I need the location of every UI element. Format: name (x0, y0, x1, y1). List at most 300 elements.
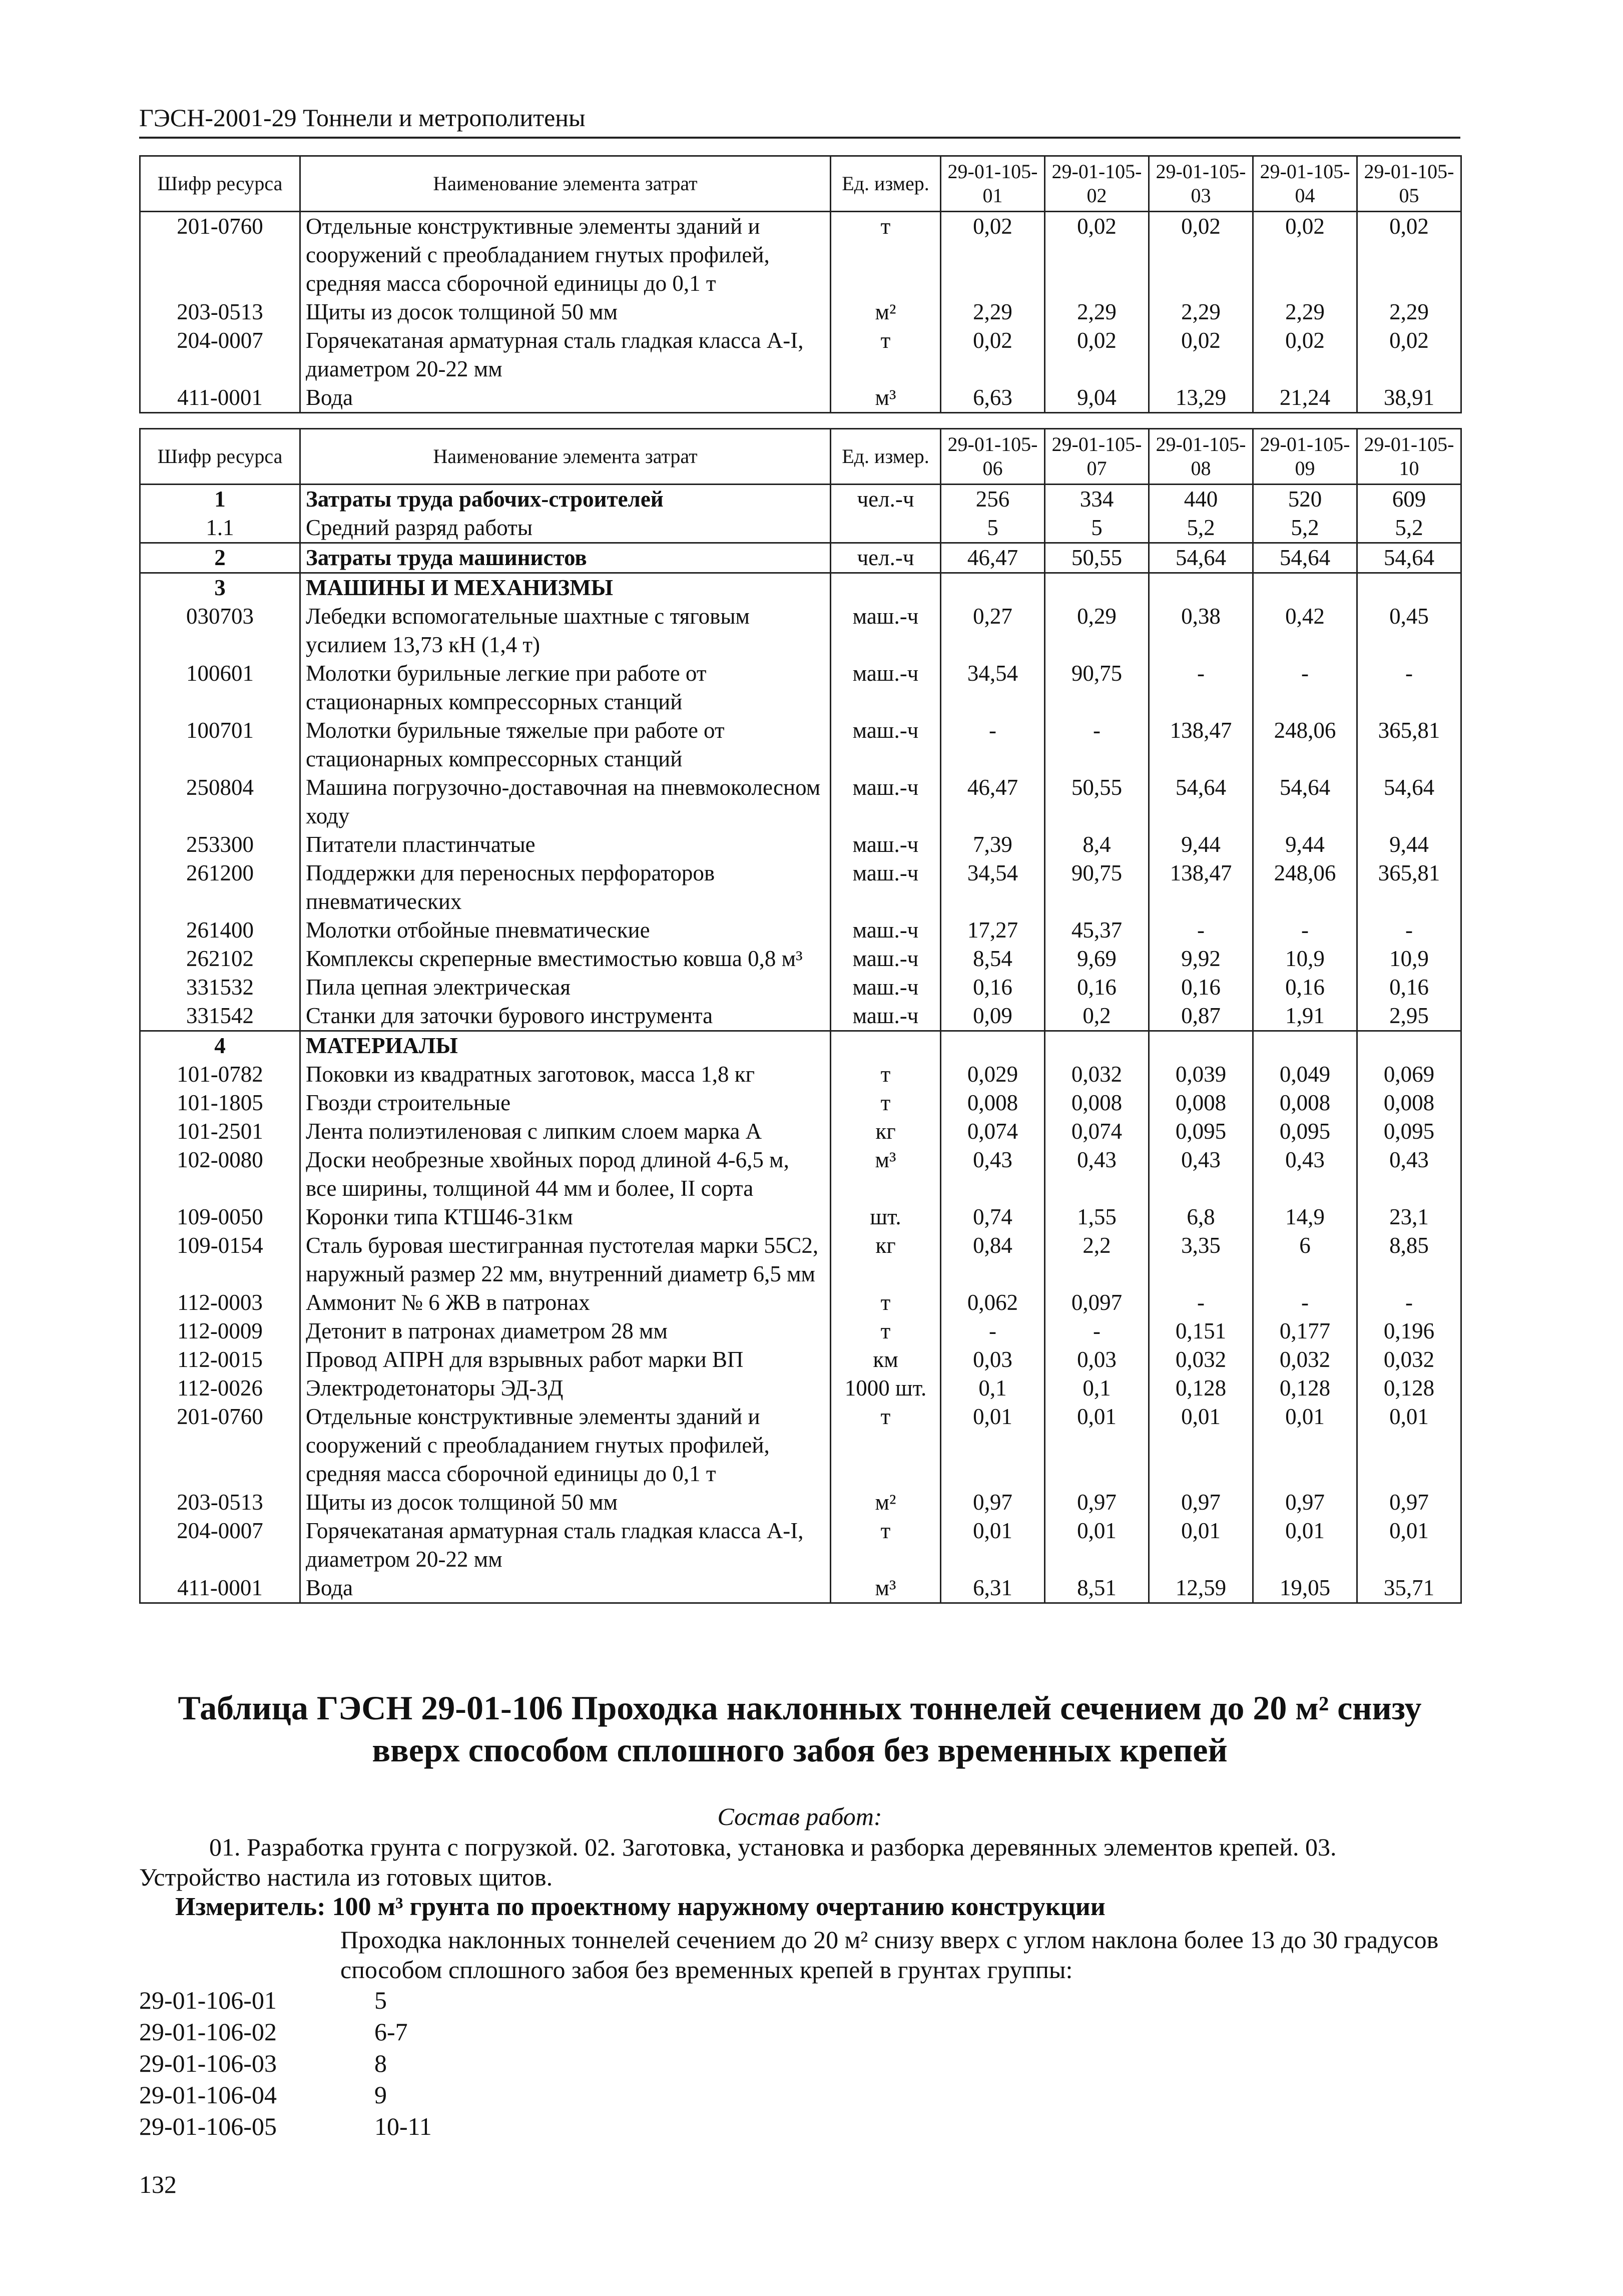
resource-value: 19,05 (1253, 1574, 1357, 1603)
resource-name: Комплексы скреперные вместимостью ковша 0,8 м³ (300, 945, 831, 973)
resource-value: 2,95 (1357, 1002, 1461, 1031)
variant-code: 29-01-106-02 (139, 2018, 277, 2046)
resource-value: 0,43 (1045, 1146, 1149, 1203)
resource-unit: т (831, 1403, 941, 1488)
resource-value: 46,47 (941, 773, 1045, 830)
resource-value: 0,42 (1253, 602, 1357, 659)
resource-name: Вода (300, 383, 831, 413)
variant-group: 8 (374, 2049, 387, 2077)
table-row (140, 1345, 1461, 1374)
resource-value: 0,84 (941, 1231, 1045, 1288)
resource-value: 0,069 (1357, 1060, 1461, 1089)
resource-unit: т (831, 1517, 941, 1574)
resource-value: 38,91 (1357, 383, 1461, 413)
resource-code: 204-0007 (140, 1517, 300, 1574)
resource-name: Пила цепная электрическая (300, 973, 831, 1002)
resource-value: 54,64 (1357, 773, 1461, 830)
column-header-name: Наименование элемента затрат (300, 429, 831, 485)
resource-value: 0,01 (1045, 1403, 1149, 1488)
resource-name: Щиты из досок толщиной 50 мм (300, 298, 831, 326)
resource-value: 8,51 (1045, 1574, 1149, 1603)
resource-name: Машина погрузочно-доставочная на пневмоколесном ходу (300, 773, 831, 830)
resource-value: 0,97 (1045, 1488, 1149, 1517)
resource-value: 5 (941, 514, 1045, 543)
column-header-norm: 29-01-105-09 (1253, 429, 1357, 485)
resource-value: 0,02 (1253, 326, 1357, 383)
resource-unit: м³ (831, 1574, 941, 1603)
resource-value: 0,16 (1253, 973, 1357, 1002)
resource-code: 253300 (140, 830, 300, 859)
resource-value: 0,43 (941, 1146, 1045, 1203)
resource-name: Отдельные конструктивные элементы зданий и сооружений с преобладанием гнутых профилей, средняя масса сборочной единицы до 0,1 т (300, 1403, 831, 1488)
resource-unit: т (831, 1317, 941, 1345)
resource-code: 102-0080 (140, 1146, 300, 1203)
resource-value: 50,55 (1045, 543, 1149, 573)
resource-value: 0,008 (1045, 1089, 1149, 1117)
section-title: Таблица ГЭСН 29-01-106 Проходка наклонных тоннелей сечением до 20 м² снизу вверх способом сплошного забоя без временных крепей (178, 1689, 1422, 1769)
resource-unit: маш.-ч (831, 973, 941, 1002)
resource-value: 248,06 (1253, 716, 1357, 773)
resource-value: 0,01 (1357, 1403, 1461, 1488)
resource-code: 112-0026 (140, 1374, 300, 1403)
resource-value: 1,55 (1045, 1203, 1149, 1231)
resource-value: - (1357, 916, 1461, 945)
resource-value (941, 573, 1045, 603)
resource-value: 138,47 (1149, 716, 1253, 773)
page-number: 132 (139, 2170, 177, 2198)
table-row (140, 212, 1461, 298)
resource-value: 12,59 (1149, 1574, 1253, 1603)
resource-value: 520 (1253, 485, 1357, 514)
column-header-norm: 29-01-105-06 (941, 429, 1045, 485)
resource-value: - (1045, 1317, 1149, 1345)
resource-value: 0,02 (1045, 326, 1149, 383)
resource-table-1 (139, 155, 1462, 413)
resource-code: 3 (140, 573, 300, 603)
resource-value: 0,177 (1253, 1317, 1357, 1345)
resource-unit: чел.-ч (831, 543, 941, 573)
resource-value: 0,1 (1045, 1374, 1149, 1403)
resource-value: 0,01 (1149, 1517, 1253, 1574)
resource-value: 6,8 (1149, 1203, 1253, 1231)
resource-value: 6 (1253, 1231, 1357, 1288)
resource-code: 100701 (140, 716, 300, 773)
variant-row (139, 2016, 432, 2048)
resource-name: Поддержки для переносных перфораторов пневматических (300, 859, 831, 916)
resource-value (1253, 573, 1357, 603)
table-header-row (140, 156, 1461, 212)
resource-unit (831, 573, 941, 603)
resource-unit: т (831, 326, 941, 383)
meter-description: Проходка наклонных тоннелей сечением до 20 м² снизу вверх с углом наклона более 13 до 30 градусов способом сплошного забоя без временных крепей в грунтах группы: (340, 1926, 1439, 1984)
resource-name: Электродетонаторы ЭД-3Д (300, 1374, 831, 1403)
resource-value: 365,81 (1357, 859, 1461, 916)
resource-value: 0,02 (1357, 212, 1461, 298)
variant-code: 29-01-106-01 (139, 1986, 277, 2014)
resource-value: 0,032 (1149, 1345, 1253, 1374)
table-row (140, 573, 1461, 603)
resource-code: 101-1805 (140, 1089, 300, 1117)
resource-unit: кг (831, 1231, 941, 1288)
resource-value: 0,02 (1149, 326, 1253, 383)
resource-value: 0,095 (1357, 1117, 1461, 1146)
resource-value: 5,2 (1253, 514, 1357, 543)
resource-name: Горячекатаная арматурная сталь гладкая класса А-I, диаметром 20-22 мм (300, 326, 831, 383)
resource-value: 256 (941, 485, 1045, 514)
resource-value: 6,63 (941, 383, 1045, 413)
resource-value: 9,44 (1253, 830, 1357, 859)
table-row (140, 543, 1461, 573)
resource-value: 0,27 (941, 602, 1045, 659)
resource-value: 0,74 (941, 1203, 1045, 1231)
resource-value: - (941, 1317, 1045, 1345)
table-row (140, 716, 1461, 773)
resource-value: 0,43 (1149, 1146, 1253, 1203)
column-header-unit: Ед. измер. (831, 156, 941, 212)
resource-name: МАТЕРИАЛЫ (300, 1031, 831, 1061)
resource-name: Молотки бурильные тяжелые при работе от стационарных компрессорных станций (300, 716, 831, 773)
resource-name: Затраты труда машинистов (300, 543, 831, 573)
resource-value: 54,64 (1149, 773, 1253, 830)
resource-unit: маш.-ч (831, 716, 941, 773)
resource-value: 10,9 (1253, 945, 1357, 973)
resource-value: 34,54 (941, 859, 1045, 916)
resource-value: 46,47 (941, 543, 1045, 573)
table-row (140, 659, 1461, 716)
resource-code: 030703 (140, 602, 300, 659)
variant-code: 29-01-106-05 (139, 2112, 277, 2140)
resource-value: 54,64 (1149, 543, 1253, 573)
resource-value (1045, 573, 1149, 603)
resource-name: Питатели пластинчатые (300, 830, 831, 859)
variant-row (139, 2079, 432, 2111)
resource-value: 2,29 (1045, 298, 1149, 326)
resource-value: - (941, 716, 1045, 773)
resource-name: Лента полиэтиленовая с липким слоем марка А (300, 1117, 831, 1146)
resource-unit: маш.-ч (831, 602, 941, 659)
column-header-norm: 29-01-105-08 (1149, 429, 1253, 485)
resource-name: Поковки из квадратных заготовок, масса 1,8 кг (300, 1060, 831, 1089)
resource-value (941, 1031, 1045, 1061)
resource-unit: м³ (831, 1146, 941, 1203)
resource-unit: т (831, 1288, 941, 1317)
resource-value: 0,02 (1253, 212, 1357, 298)
resource-code: 1 (140, 485, 300, 514)
resource-value: 0,01 (941, 1517, 1045, 1574)
variant-group: 5 (374, 1986, 387, 2014)
column-header-code: Шифр ресурса (140, 156, 300, 212)
resource-code: 1.1 (140, 514, 300, 543)
resource-code: 101-2501 (140, 1117, 300, 1146)
resource-value (1149, 1031, 1253, 1061)
resource-value: 8,54 (941, 945, 1045, 973)
resource-name: Лебедки вспомогательные шахтные с тяговым усилием 13,73 кН (1,4 т) (300, 602, 831, 659)
table-row (140, 859, 1461, 916)
resource-unit: маш.-ч (831, 916, 941, 945)
resource-name: Гвозди строительные (300, 1089, 831, 1117)
resource-value: 0,032 (1253, 1345, 1357, 1374)
resource-unit: т (831, 212, 941, 298)
resource-value: 14,9 (1253, 1203, 1357, 1231)
table-row (140, 1488, 1461, 1517)
table-row (140, 1317, 1461, 1345)
resource-value: 5 (1045, 514, 1149, 543)
resource-value: 0,03 (941, 1345, 1045, 1374)
resource-name: Молотки бурильные легкие при работе от стационарных компрессорных станций (300, 659, 831, 716)
resource-value: 0,97 (1357, 1488, 1461, 1517)
column-header-norm: 29-01-105-07 (1045, 429, 1149, 485)
resource-value: 440 (1149, 485, 1253, 514)
variant-group: 6-7 (374, 2018, 408, 2046)
resource-value: 2,29 (941, 298, 1045, 326)
resource-value: 0,29 (1045, 602, 1149, 659)
table-row (140, 1231, 1461, 1288)
variant-code: 29-01-106-03 (139, 2049, 277, 2077)
table-row (140, 298, 1461, 326)
resource-name: Молотки отбойные пневматические (300, 916, 831, 945)
resource-value: - (1357, 659, 1461, 716)
resource-value: 9,44 (1357, 830, 1461, 859)
resource-value: 0,049 (1253, 1060, 1357, 1089)
resource-unit: м³ (831, 383, 941, 413)
column-header-unit: Ед. измер. (831, 429, 941, 485)
resource-value: - (1149, 916, 1253, 945)
resource-unit: маш.-ч (831, 1002, 941, 1031)
resource-unit: км (831, 1345, 941, 1374)
resource-value: 90,75 (1045, 659, 1149, 716)
resource-value: 9,69 (1045, 945, 1149, 973)
variant-row (139, 1985, 432, 2016)
column-header-norm: 29-01-105-04 (1253, 156, 1357, 212)
resource-unit: м² (831, 298, 941, 326)
resource-unit: т (831, 1089, 941, 1117)
resource-code: 331532 (140, 973, 300, 1002)
resource-value: 0,2 (1045, 1002, 1149, 1031)
resource-value: 0,97 (941, 1488, 1045, 1517)
resource-name: Аммонит № 6 ЖВ в патронах (300, 1288, 831, 1317)
table-row (140, 916, 1461, 945)
resource-value: 0,02 (941, 326, 1045, 383)
resource-value: - (1253, 1288, 1357, 1317)
table-row (140, 1002, 1461, 1031)
resource-code: 112-0015 (140, 1345, 300, 1374)
resource-unit: маш.-ч (831, 945, 941, 973)
resource-code: 250804 (140, 773, 300, 830)
resource-value: 0,074 (941, 1117, 1045, 1146)
resource-unit: маш.-ч (831, 830, 941, 859)
resource-unit: маш.-ч (831, 859, 941, 916)
resource-unit: т (831, 1060, 941, 1089)
resource-name: Доски необрезные хвойных пород длиной 4-6,5 м, все ширины, толщиной 44 мм и более, II сорта (300, 1146, 831, 1203)
resource-value: 0,008 (1149, 1089, 1253, 1117)
resource-value: 609 (1357, 485, 1461, 514)
resource-code: 203-0513 (140, 298, 300, 326)
resource-code: 112-0009 (140, 1317, 300, 1345)
column-header-norm: 29-01-105-05 (1357, 156, 1461, 212)
resource-name: Горячекатаная арматурная сталь гладкая класса А-I, диаметром 20-22 мм (300, 1517, 831, 1574)
resource-code: 204-0007 (140, 326, 300, 383)
resource-value: 0,02 (1357, 326, 1461, 383)
resource-value: 2,2 (1045, 1231, 1149, 1288)
resource-value: 9,04 (1045, 383, 1149, 413)
resource-value: 0,039 (1149, 1060, 1253, 1089)
resource-value: 13,29 (1149, 383, 1253, 413)
column-header-norm: 29-01-105-02 (1045, 156, 1149, 212)
variant-row (139, 2048, 432, 2079)
resource-value: - (1253, 659, 1357, 716)
resource-value: 2,29 (1149, 298, 1253, 326)
resource-value: 0,062 (941, 1288, 1045, 1317)
resource-value: 0,032 (1045, 1060, 1149, 1089)
resource-value: 54,64 (1253, 543, 1357, 573)
resource-value: 0,01 (1045, 1517, 1149, 1574)
table-row (140, 514, 1461, 543)
resource-code: 201-0760 (140, 1403, 300, 1488)
resource-value: - (1357, 1288, 1461, 1317)
resource-value: 0,16 (1357, 973, 1461, 1002)
resource-code: 411-0001 (140, 1574, 300, 1603)
running-header: ГЭСН-2001-29 Тоннели и метрополитены (139, 103, 1460, 139)
table-row (140, 1517, 1461, 1574)
table-row (140, 1288, 1461, 1317)
resource-value: 0,16 (941, 973, 1045, 1002)
resource-value: 0,097 (1045, 1288, 1149, 1317)
resource-code: 261200 (140, 859, 300, 916)
resource-value: 365,81 (1357, 716, 1461, 773)
table-row (140, 773, 1461, 830)
table-row (140, 326, 1461, 383)
resource-code: 4 (140, 1031, 300, 1061)
resource-value: 0,074 (1045, 1117, 1149, 1146)
resource-value: 0,97 (1253, 1488, 1357, 1517)
resource-value: 21,24 (1253, 383, 1357, 413)
resource-code: 201-0760 (140, 212, 300, 298)
resource-value: 8,85 (1357, 1231, 1461, 1288)
table-row (140, 485, 1461, 514)
resource-value: 334 (1045, 485, 1149, 514)
resource-name: Вода (300, 1574, 831, 1603)
resource-value: 0,01 (1253, 1403, 1357, 1488)
resource-value: 0,095 (1149, 1117, 1253, 1146)
resource-value: 35,71 (1357, 1574, 1461, 1603)
resource-value: 0,008 (1253, 1089, 1357, 1117)
table-row (140, 1089, 1461, 1117)
variant-row (139, 2111, 432, 2142)
resource-value: - (1253, 916, 1357, 945)
resource-unit: чел.-ч (831, 485, 941, 514)
resource-code: 411-0001 (140, 383, 300, 413)
resource-code: 112-0003 (140, 1288, 300, 1317)
resource-value: 0,16 (1045, 973, 1149, 1002)
resource-name: Детонит в патронах диаметром 28 мм (300, 1317, 831, 1345)
table-row (140, 1574, 1461, 1603)
resource-value: 0,128 (1149, 1374, 1253, 1403)
resource-code: 100601 (140, 659, 300, 716)
table-row (140, 945, 1461, 973)
resource-value: 6,31 (941, 1574, 1045, 1603)
resource-name: Станки для заточки бурового инструмента (300, 1002, 831, 1031)
resource-value: 0,008 (1357, 1089, 1461, 1117)
resource-value: 0,09 (941, 1002, 1045, 1031)
table-header-row (140, 429, 1461, 485)
variant-list (139, 1985, 432, 2142)
resource-unit (831, 1031, 941, 1061)
table-row (140, 1060, 1461, 1089)
resource-name: Отдельные конструктивные элементы зданий и сооружений с преобладанием гнутых профилей, средняя масса сборочной единицы до 0,1 т (300, 212, 831, 298)
resource-value: 9,44 (1149, 830, 1253, 859)
resource-name: МАШИНЫ И МЕХАНИЗМЫ (300, 573, 831, 603)
resource-value: 0,16 (1149, 973, 1253, 1002)
table-row (140, 1031, 1461, 1061)
resource-value: 138,47 (1149, 859, 1253, 916)
column-header-norm: 29-01-105-01 (941, 156, 1045, 212)
resource-value: 5,2 (1357, 514, 1461, 543)
resource-value (1045, 1031, 1149, 1061)
resource-value: 2,29 (1357, 298, 1461, 326)
resource-code: 109-0154 (140, 1231, 300, 1288)
table-row (140, 1117, 1461, 1146)
resource-value: 0,02 (941, 212, 1045, 298)
resource-value: 7,39 (941, 830, 1045, 859)
resource-value: 1,91 (1253, 1002, 1357, 1031)
resource-code: 2 (140, 543, 300, 573)
resource-value: 0,02 (1045, 212, 1149, 298)
resource-table-2 (139, 428, 1462, 1604)
resource-value: 54,64 (1253, 773, 1357, 830)
resource-value (1357, 1031, 1461, 1061)
resource-value: 0,43 (1253, 1146, 1357, 1203)
resource-code: 109-0050 (140, 1203, 300, 1231)
resource-value: 0,03 (1045, 1345, 1149, 1374)
table-row (140, 383, 1461, 413)
resource-code: 203-0513 (140, 1488, 300, 1517)
column-header-norm: 29-01-105-10 (1357, 429, 1461, 485)
column-header-code: Шифр ресурса (140, 429, 300, 485)
resource-name: Средний разряд работы (300, 514, 831, 543)
resource-unit: шт. (831, 1203, 941, 1231)
resource-code: 262102 (140, 945, 300, 973)
table-row (140, 602, 1461, 659)
resource-value: 34,54 (941, 659, 1045, 716)
resource-value: 248,06 (1253, 859, 1357, 916)
resource-value: 0,87 (1149, 1002, 1253, 1031)
resource-value: 2,29 (1253, 298, 1357, 326)
resource-value: 0,45 (1357, 602, 1461, 659)
resource-code: 261400 (140, 916, 300, 945)
resource-value: - (1149, 1288, 1253, 1317)
resource-value: 0,095 (1253, 1117, 1357, 1146)
variant-code: 29-01-106-04 (139, 2081, 277, 2109)
resource-value: 0,032 (1357, 1345, 1461, 1374)
resource-code: 331542 (140, 1002, 300, 1031)
resource-value: 5,2 (1149, 514, 1253, 543)
resource-unit: м² (831, 1488, 941, 1517)
resource-value: 23,1 (1357, 1203, 1461, 1231)
resource-value: 17,27 (941, 916, 1045, 945)
resource-value: 0,01 (941, 1403, 1045, 1488)
resource-code: 101-0782 (140, 1060, 300, 1089)
resource-value: 54,64 (1357, 543, 1461, 573)
table-row (140, 1374, 1461, 1403)
resource-unit: маш.-ч (831, 773, 941, 830)
resource-value: 0,43 (1357, 1146, 1461, 1203)
resource-value: 9,92 (1149, 945, 1253, 973)
resource-unit: кг (831, 1117, 941, 1146)
variant-group: 10-11 (374, 2112, 432, 2140)
composition-text: 01. Разработка грунта с погрузкой. 02. Заготовка, установка и разборка деревянных элементов крепей. 03. Устройство настила из готовых щитов. (139, 1833, 1337, 1891)
resource-value (1357, 573, 1461, 603)
resource-value: 45,37 (1045, 916, 1149, 945)
